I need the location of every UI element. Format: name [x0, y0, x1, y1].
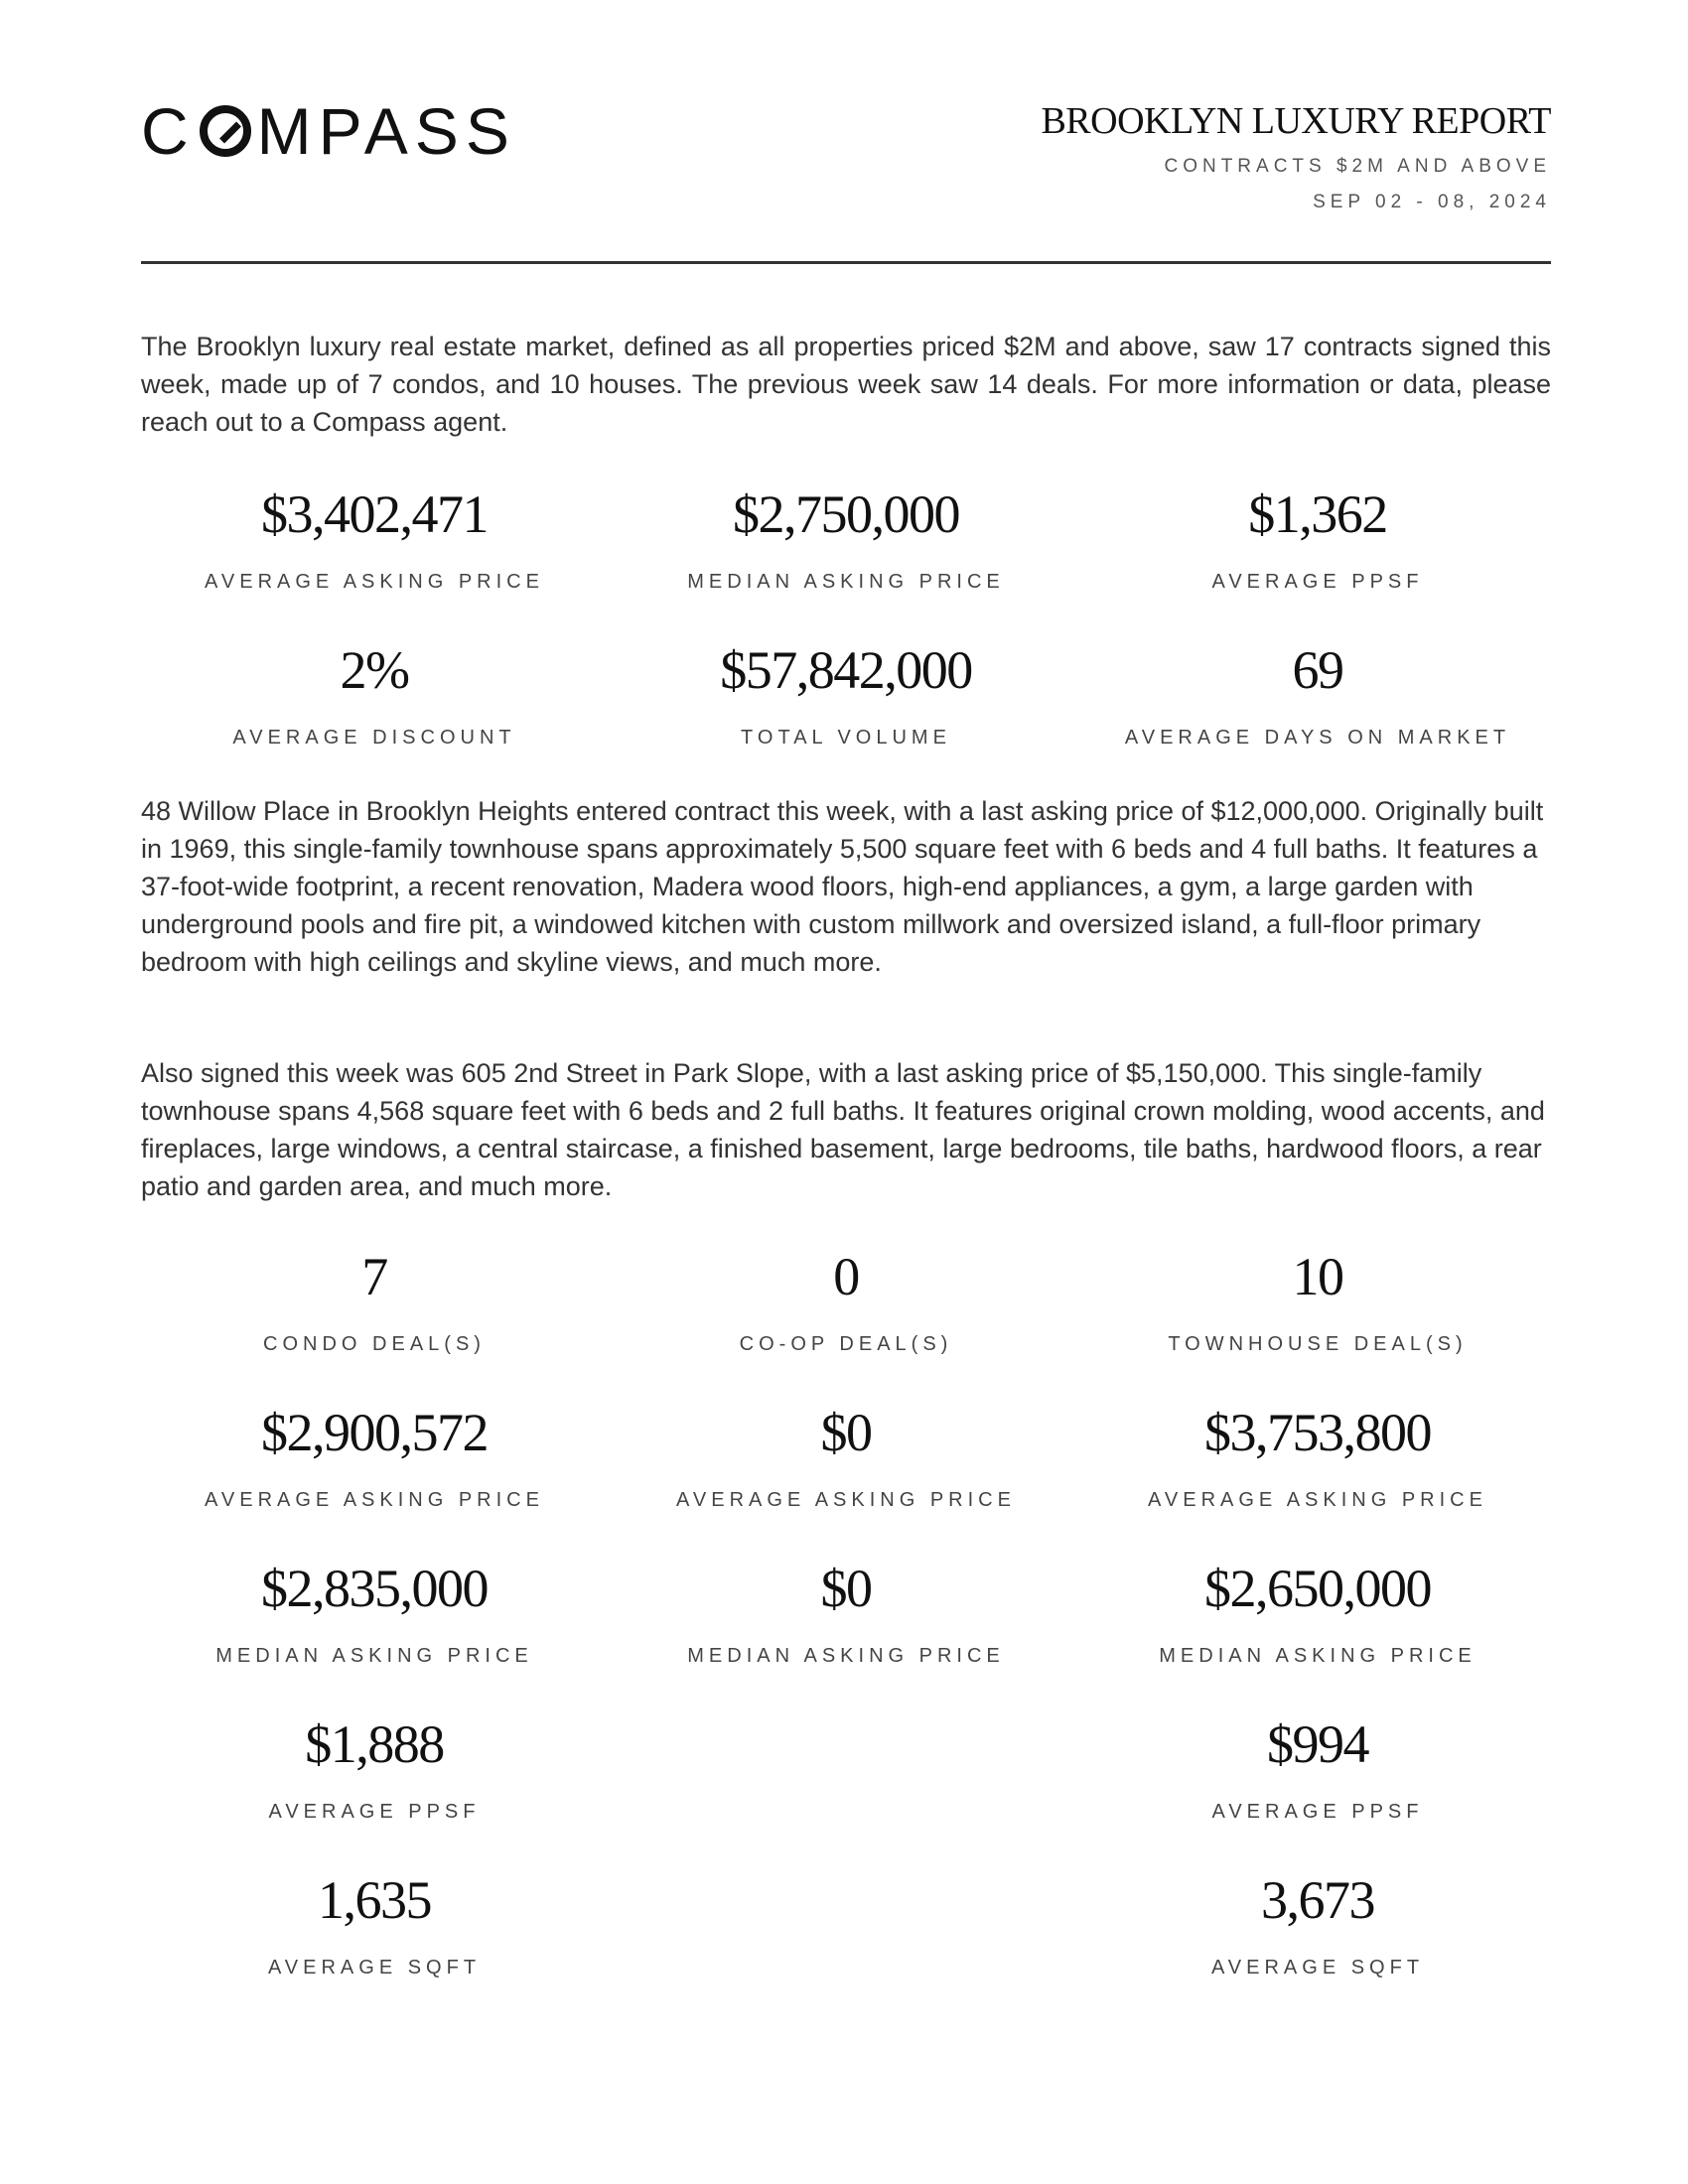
- logo-wordmark: C MPASS: [141, 94, 516, 168]
- stat-label: CO-OP DEAL(S): [739, 1333, 953, 1355]
- stat-label: AVERAGE PPSF: [1211, 1801, 1424, 1823]
- condo-median-asking-price: [141, 1555, 608, 1710]
- compass-needle-icon: [200, 105, 251, 157]
- stat-label: AVERAGE PPSF: [1211, 571, 1424, 593]
- report-header: [141, 0, 1551, 264]
- stat-label: TOTAL VOLUME: [741, 727, 951, 749]
- stat-value: 3,673: [1261, 1870, 1374, 1930]
- stat-label: AVERAGE ASKING PRICE: [1148, 1489, 1487, 1511]
- stat-value: $2,835,000: [261, 1559, 488, 1618]
- report-subtitle: CONTRACTS $2M AND ABOVE: [1164, 156, 1551, 177]
- stat-median-asking-price: [613, 480, 1079, 636]
- condo-average-asking-price: [141, 1399, 608, 1555]
- townhouse-average-ppsf: [1084, 1710, 1551, 1866]
- condo-average-sqft: [141, 1866, 608, 2022]
- stat-label: AVERAGE DAYS ON MARKET: [1124, 727, 1511, 749]
- stat-label: AVERAGE ASKING PRICE: [205, 1489, 544, 1511]
- stat-value: $3,402,471: [261, 484, 488, 544]
- stat-label: TOWNHOUSE DEAL(S): [1168, 1333, 1468, 1355]
- condo-average-ppsf: [141, 1710, 608, 1866]
- stat-value: $2,650,000: [1204, 1559, 1431, 1618]
- intro-paragraph: The Brooklyn luxury real estate market, defined as all properties priced $2M and above, saw 17 contracts signed this week, made up of 7 condos, and 10 houses. The previous week saw 14 deals. For more information or data, please reach out to a Compass agent.: [141, 332, 1551, 437]
- townhouse-deals: [1084, 1243, 1551, 1399]
- property-type-breakdown: [141, 1243, 1551, 2022]
- stat-average-ppsf: [1084, 480, 1551, 636]
- stat-value: $1,362: [1248, 484, 1387, 544]
- stat-average-asking-price: [141, 480, 608, 636]
- stat-value: $3,753,800: [1204, 1403, 1431, 1462]
- townhouse-average-sqft: [1084, 1866, 1551, 2022]
- compass-logo: [141, 94, 516, 168]
- stat-label: AVERAGE ASKING PRICE: [205, 571, 544, 593]
- stat-value: 1,635: [318, 1870, 431, 1930]
- report-title: BROOKLYN LUXURY REPORT: [1041, 100, 1551, 142]
- stat-value: 7: [361, 1247, 387, 1306]
- stat-value: $994: [1267, 1714, 1368, 1774]
- townhouse-average-asking-price: [1084, 1399, 1551, 1555]
- summary-stats: [141, 480, 1551, 792]
- stat-value: 10: [1292, 1247, 1343, 1306]
- stat-value: 69: [1292, 640, 1343, 700]
- condo-deals: [141, 1243, 608, 1399]
- coop-deals: [613, 1243, 1079, 1399]
- report-page: [141, 0, 1551, 1979]
- stat-label: MEDIAN ASKING PRICE: [687, 571, 1005, 593]
- stat-value: $0: [820, 1403, 872, 1462]
- coop-average-asking-price: [613, 1399, 1079, 1555]
- stat-label: AVERAGE ASKING PRICE: [676, 1489, 1016, 1511]
- coop-median-asking-price: [613, 1555, 1079, 1710]
- stat-value: $2,900,572: [261, 1403, 488, 1462]
- townhouse-median-asking-price: [1084, 1555, 1551, 1710]
- stat-value: $1,888: [305, 1714, 444, 1774]
- stat-label: MEDIAN ASKING PRICE: [1159, 1645, 1477, 1667]
- stat-total-volume: [613, 636, 1079, 792]
- stat-average-days-on-market: [1084, 636, 1551, 792]
- stat-value: 2%: [340, 640, 409, 700]
- stat-label: AVERAGE SQFT: [1210, 1957, 1425, 1979]
- highlight-paragraph-2: Also signed this week was 605 2nd Street in Park Slope, with a last asking price of $5,150,000. This single-family townhouse spans 4,568 square feet with 6 beds and 2 full baths. It features original crown molding, wood accents, and fireplaces, large windows, a central staircase, a finished basement, large bedrooms, tile baths, hardwood floors, a rear patio and garden area, and much more.: [141, 1058, 1545, 1201]
- stat-label: MEDIAN ASKING PRICE: [687, 1645, 1005, 1667]
- stat-label: AVERAGE DISCOUNT: [232, 727, 516, 749]
- stat-value: $2,750,000: [733, 484, 959, 544]
- highlight-paragraph-1: 48 Willow Place in Brooklyn Heights entered contract this week, with a last asking price of $12,000,000. Originally built in 1969, this single-family townhouse spans approximately 5,500 square feet with 6 beds and 4 full baths. It features a 37-foot-wide footprint, a recent renovation, Madera wood floors, high-end appliances, a gym, a large garden with underground pools and fire pit, a windowed kitchen with custom millwork and oversized island, a full-floor primary bedroom with high ceilings and skyline views, and much more.: [141, 796, 1544, 977]
- stat-label: MEDIAN ASKING PRICE: [215, 1645, 533, 1667]
- report-date-range: SEP 02 - 08, 2024: [1313, 192, 1551, 212]
- stat-average-discount: [141, 636, 608, 792]
- stat-value: 0: [833, 1247, 859, 1306]
- stat-label: CONDO DEAL(S): [263, 1333, 486, 1355]
- header-divider: [141, 261, 1551, 264]
- stat-value: $57,842,000: [720, 640, 972, 700]
- stat-label: AVERAGE PPSF: [268, 1801, 481, 1823]
- stat-value: $0: [820, 1559, 872, 1618]
- stat-label: AVERAGE SQFT: [267, 1957, 482, 1979]
